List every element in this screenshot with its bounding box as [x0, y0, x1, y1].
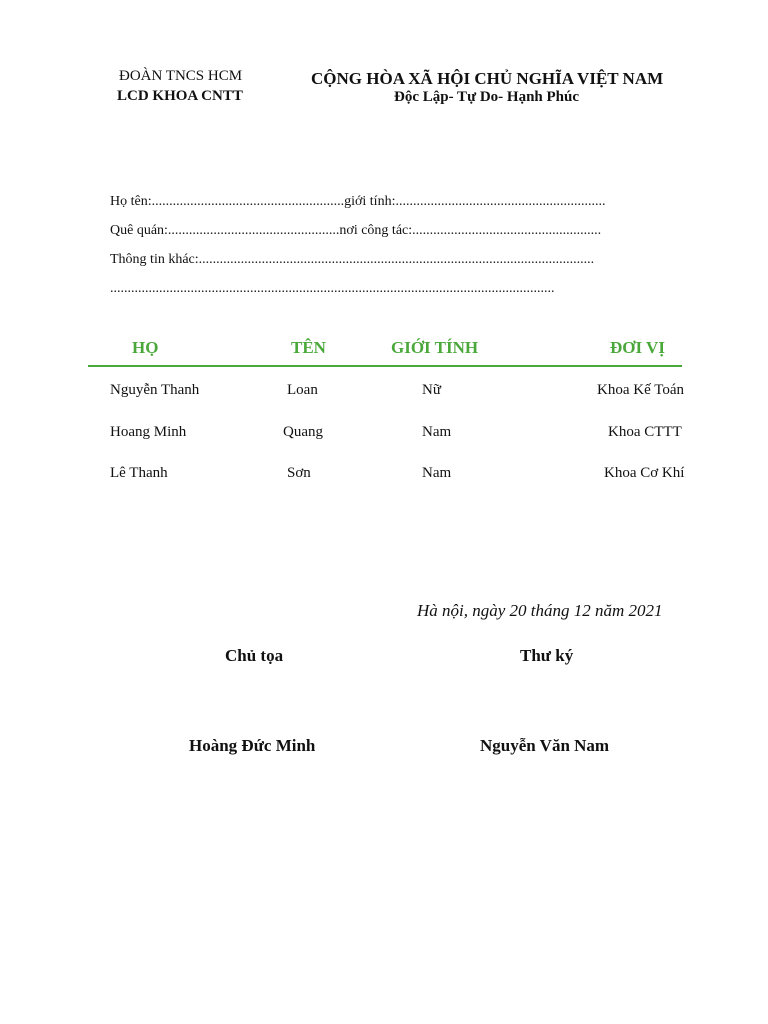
org-unit: LCD KHOA CNTT: [117, 88, 243, 104]
signer-name-chair: Hoàng Đức Minh: [189, 736, 316, 755]
table-cell: Nguyễn Thanh: [110, 382, 200, 398]
form-line-continuation: ...............................................................................................................................: [110, 281, 555, 296]
table-cell: Khoa Cơ Khí: [604, 465, 685, 481]
signer-name-secretary: Nguyễn Văn Nam: [480, 736, 610, 755]
table-cell: Khoa Kế Toán: [597, 382, 684, 398]
table-cell: Lê Thanh: [110, 465, 168, 481]
table-cell: Khoa CTTT: [608, 424, 682, 440]
table-header-surname: HỌ: [132, 338, 159, 357]
table-header-gender: GIỚI TÍNH: [391, 338, 479, 357]
table-header-rule: [88, 365, 682, 367]
table-cell: Nam: [422, 424, 452, 440]
table-cell: Sơn: [287, 465, 311, 481]
table-cell: Loan: [287, 382, 318, 398]
table-cell: Hoang Minh: [110, 424, 187, 440]
table-header-given-name: TÊN: [291, 338, 326, 357]
national-title: CỘNG HÒA XÃ HỘI CHỦ NGHĨA VIỆT NAM: [311, 69, 664, 88]
table-cell: Nam: [422, 465, 452, 481]
signer-role-chair: Chủ tọa: [225, 646, 284, 665]
table-cell: Quang: [283, 424, 323, 440]
form-line-other-info: Thông tin khác:.................................................................................................................: [110, 252, 595, 267]
signer-role-secretary: Thư ký: [520, 646, 574, 665]
form-line-hometown-workplace: Quê quán:.................................................nơi công tác:......................................................: [110, 223, 602, 238]
signing-date: Hà nội, ngày 20 tháng 12 năm 2021: [417, 601, 663, 620]
org-name: ĐOÀN TNCS HCM: [119, 68, 243, 84]
form-line-name-gender: Họ tên:.......................................................giới tính:............................................................: [110, 194, 606, 209]
national-motto: Độc Lập- Tự Do- Hạnh Phúc: [394, 89, 580, 105]
table-header-unit: ĐƠI VỊ: [610, 338, 665, 357]
table-cell: Nữ: [422, 382, 441, 398]
